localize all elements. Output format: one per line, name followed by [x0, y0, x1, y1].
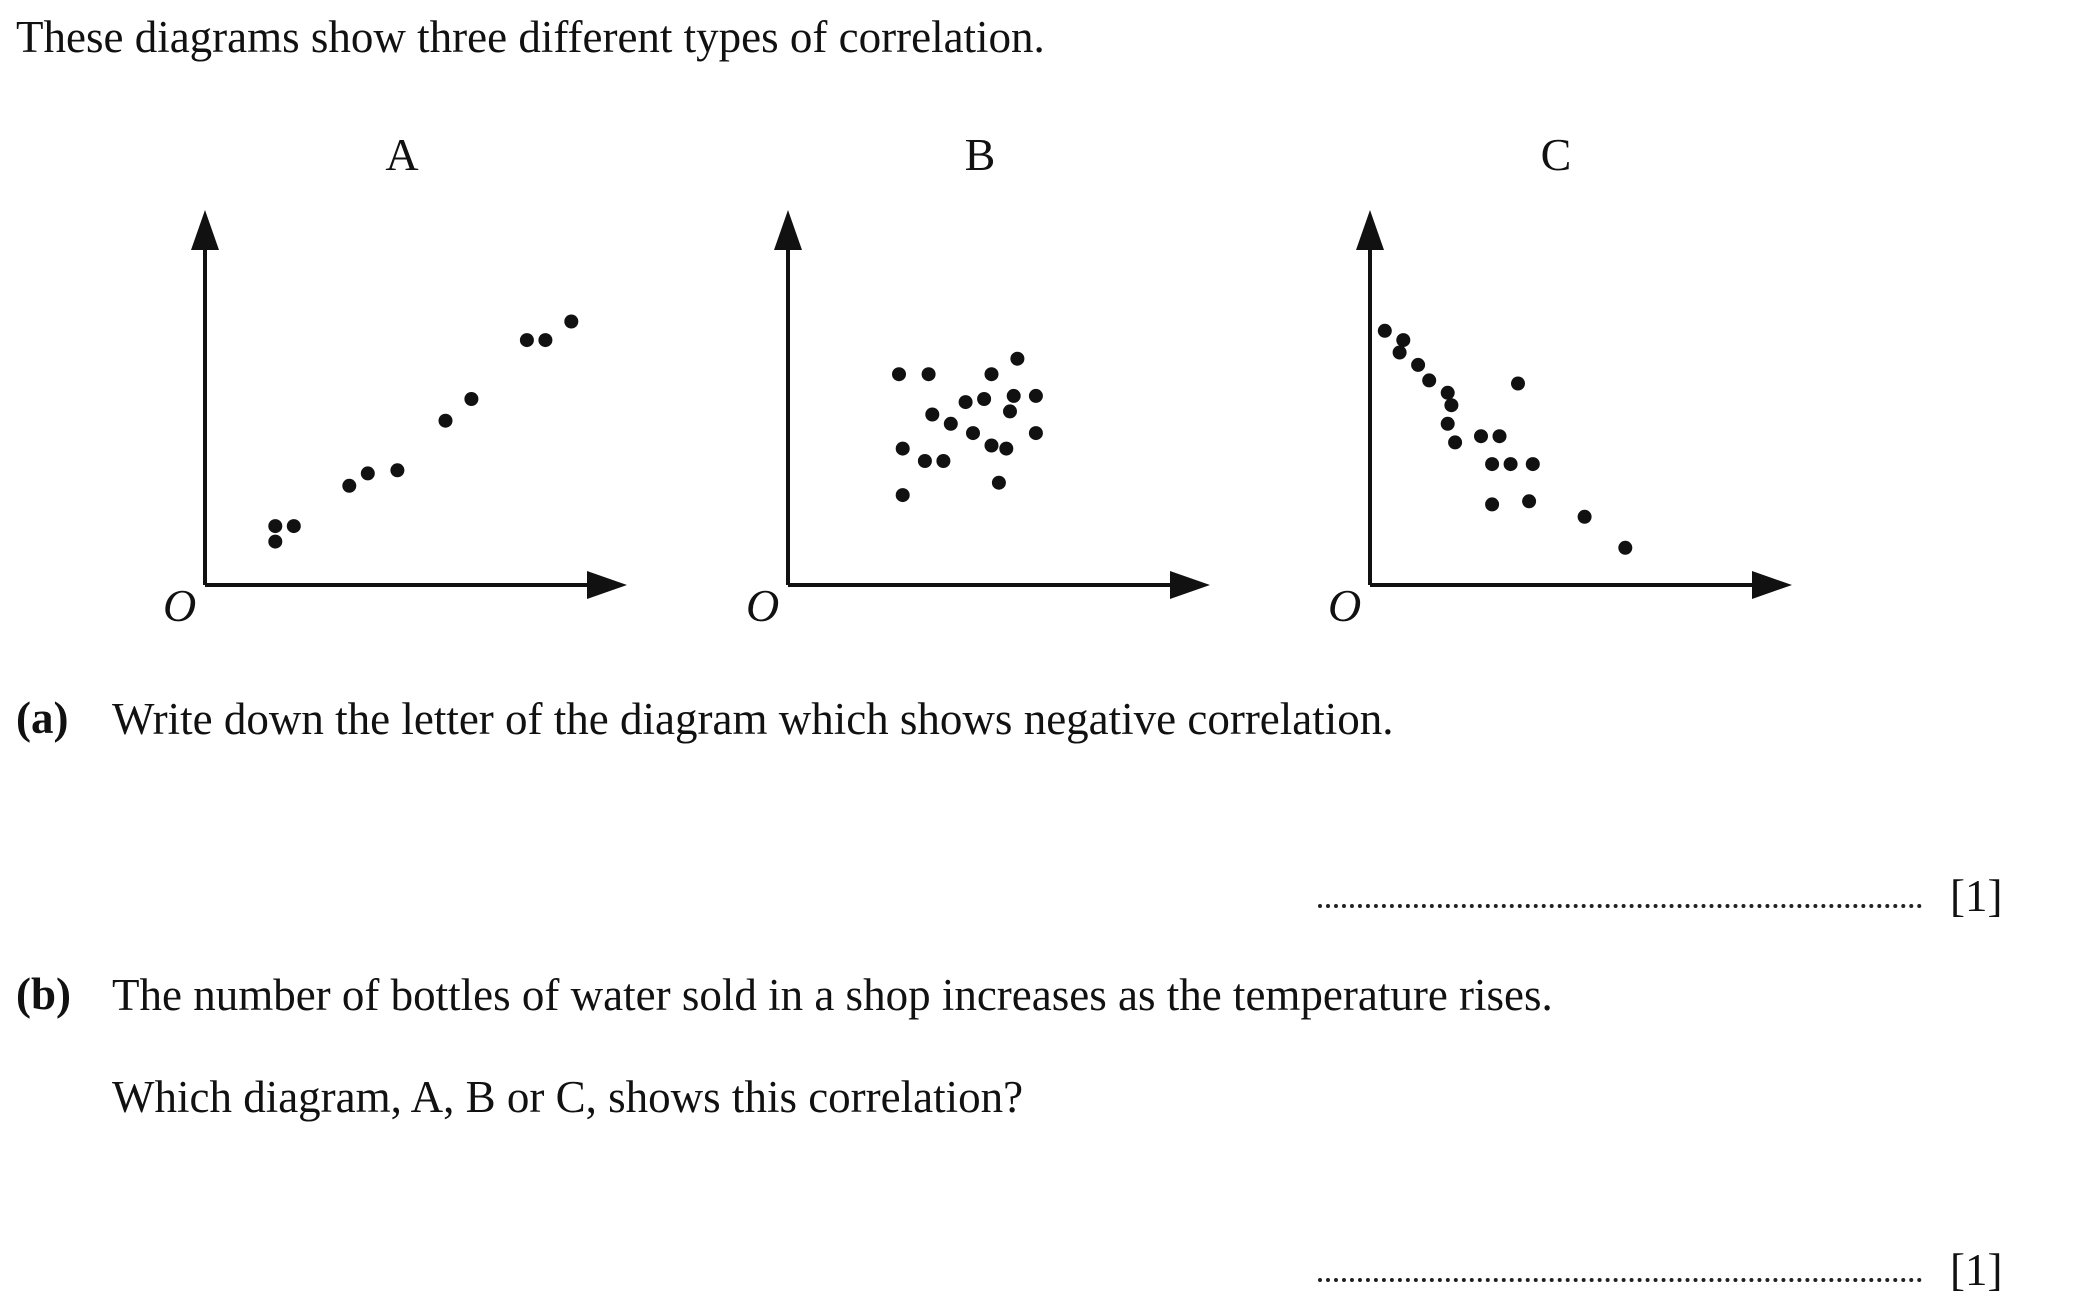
data-point — [1029, 426, 1043, 440]
x-axis-arrow-icon — [587, 571, 627, 599]
data-point — [1444, 398, 1458, 412]
y-axis-arrow-icon — [1356, 210, 1384, 250]
data-point — [896, 442, 910, 456]
data-point — [1029, 389, 1043, 403]
answer-line-b[interactable] — [1318, 1278, 1922, 1282]
diagram-b — [746, 210, 1210, 631]
data-point — [1522, 494, 1536, 508]
data-point — [268, 535, 282, 549]
data-point — [966, 426, 980, 440]
data-point — [1422, 373, 1436, 387]
data-point — [1485, 497, 1499, 511]
data-point — [1504, 457, 1518, 471]
data-point — [268, 519, 282, 533]
data-point — [1493, 429, 1507, 443]
data-point — [985, 439, 999, 453]
data-point — [390, 463, 404, 477]
marks-a: [1] — [1950, 871, 2003, 921]
marks-b: [1] — [1950, 1245, 2003, 1295]
origin-label: O — [163, 580, 197, 631]
data-point — [1578, 510, 1592, 524]
data-point — [918, 454, 932, 468]
y-axis-arrow-icon — [774, 210, 802, 250]
data-point — [1378, 324, 1392, 338]
question-b-text: The number of bottles of water sold in a shop increases as the temperature rises. — [112, 970, 1553, 1020]
data-point — [287, 519, 301, 533]
origin-label: O — [746, 580, 780, 631]
data-point — [922, 367, 936, 381]
data-point — [564, 315, 578, 329]
data-point — [1411, 358, 1425, 372]
data-point — [361, 466, 375, 480]
data-point — [464, 392, 478, 406]
data-point — [1007, 389, 1021, 403]
x-axis-arrow-icon — [1752, 571, 1792, 599]
data-point — [520, 333, 534, 347]
question-b-subtext: Which diagram, A, B or C, shows this correlation? — [112, 1072, 1024, 1122]
scatter-diagrams — [0, 160, 2100, 640]
data-point — [538, 333, 552, 347]
x-axis-arrow-icon — [1170, 571, 1210, 599]
data-point — [1010, 352, 1024, 366]
diagram-c — [1328, 210, 1792, 631]
data-point — [925, 408, 939, 422]
data-point — [1474, 429, 1488, 443]
data-point — [959, 395, 973, 409]
data-point — [1441, 417, 1455, 431]
diagram-b-title: B — [964, 129, 996, 180]
diagram-a-title: A — [385, 129, 419, 180]
data-point — [1618, 541, 1632, 555]
data-point — [936, 454, 950, 468]
data-point — [1511, 377, 1525, 391]
diagram-a — [163, 210, 627, 631]
data-point — [896, 488, 910, 502]
data-point — [944, 417, 958, 431]
data-point — [985, 367, 999, 381]
y-axis-arrow-icon — [191, 210, 219, 250]
data-point — [977, 392, 991, 406]
data-point — [1393, 346, 1407, 360]
diagram-c-title: C — [1540, 129, 1572, 180]
data-point — [892, 367, 906, 381]
data-point — [1448, 435, 1462, 449]
question-a-label: (a) — [16, 693, 69, 743]
question-b-label: (b) — [16, 969, 71, 1019]
intro-text: These diagrams show three different types of correlation. — [16, 12, 1045, 62]
data-point — [992, 476, 1006, 490]
question-a-text: Write down the letter of the diagram which shows negative correlation. — [112, 694, 1394, 744]
data-point — [439, 414, 453, 428]
data-point — [1441, 386, 1455, 400]
data-point — [999, 442, 1013, 456]
data-point — [342, 479, 356, 493]
data-point — [1396, 333, 1410, 347]
data-point — [1003, 404, 1017, 418]
data-point — [1526, 457, 1540, 471]
origin-label: O — [1328, 580, 1362, 631]
data-point — [1485, 457, 1499, 471]
answer-line-a[interactable] — [1318, 904, 1922, 908]
